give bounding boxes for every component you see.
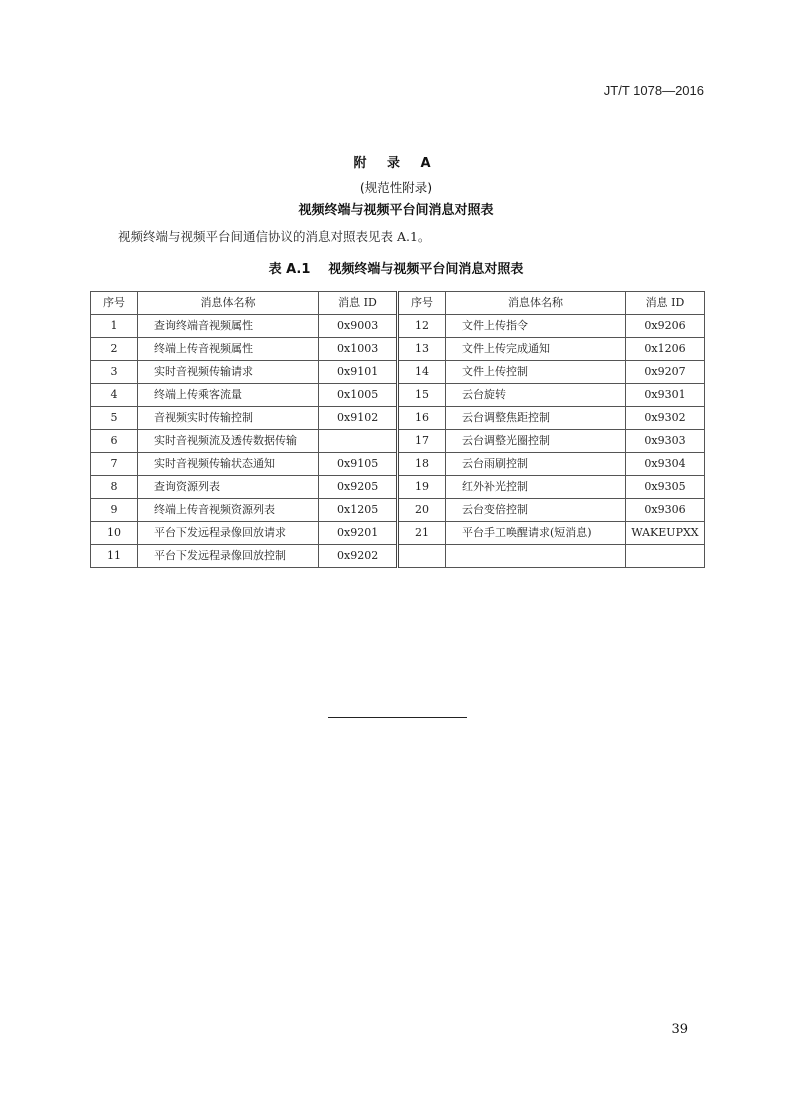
message-name: 云台旋转 <box>446 384 626 407</box>
row-number: 2 <box>91 338 138 361</box>
message-id <box>626 545 705 568</box>
message-id: 0x1205 <box>319 499 398 522</box>
header-id: 消息 ID <box>319 292 398 315</box>
table-caption-title: 视频终端与视频平台间消息对照表 <box>328 262 524 277</box>
appendix-name: 视频终端与视频平台间消息对照表 <box>298 203 494 218</box>
row-number: 21 <box>398 522 446 545</box>
header-id: 消息 ID <box>626 292 705 315</box>
message-name: 文件上传指令 <box>446 315 626 338</box>
row-number: 17 <box>398 430 446 453</box>
row-number: 12 <box>398 315 446 338</box>
row-number: 3 <box>91 361 138 384</box>
table-header-row <box>91 292 705 315</box>
message-name: 查询终端音视频属性 <box>138 315 319 338</box>
row-number <box>398 545 446 568</box>
appendix-type: (规范性附录) <box>359 180 433 195</box>
message-name: 平台下发远程录像回放请求 <box>138 522 319 545</box>
message-id: 0x9206 <box>626 315 705 338</box>
message-name: 文件上传完成通知 <box>446 338 626 361</box>
intro-paragraph: 视频终端与视频平台间通信协议的消息对照表见表 A.1。 <box>118 229 431 244</box>
message-id: 0x9102 <box>319 407 398 430</box>
message-name <box>446 545 626 568</box>
row-number: 6 <box>91 430 138 453</box>
message-name: 查询资源列表 <box>138 476 319 499</box>
message-id: 0x1003 <box>319 338 398 361</box>
message-name: 云台变倍控制 <box>446 499 626 522</box>
row-number: 9 <box>91 499 138 522</box>
end-rule <box>328 717 467 718</box>
message-name: 文件上传控制 <box>446 361 626 384</box>
row-number: 18 <box>398 453 446 476</box>
message-name: 实时音视频传输状态通知 <box>138 453 319 476</box>
page-number: 39 <box>671 1022 688 1037</box>
header-no: 序号 <box>91 292 138 315</box>
message-name: 云台雨刷控制 <box>446 453 626 476</box>
table-caption <box>0 258 792 277</box>
table-row <box>91 499 705 522</box>
message-name: 终端上传音视频属性 <box>138 338 319 361</box>
message-name: 实时音视频传输请求 <box>138 361 319 384</box>
row-number: 15 <box>398 384 446 407</box>
message-id: 0x9105 <box>319 453 398 476</box>
table-row <box>91 476 705 499</box>
row-number: 1 <box>91 315 138 338</box>
message-name: 平台下发远程录像回放控制 <box>138 545 319 568</box>
message-id: WAKEUPXX <box>626 522 705 545</box>
table-row <box>91 338 705 361</box>
row-number: 5 <box>91 407 138 430</box>
row-number: 7 <box>91 453 138 476</box>
message-name: 平台手工唤醒请求(短消息) <box>446 522 626 545</box>
message-id: 0x9207 <box>626 361 705 384</box>
row-number: 10 <box>91 522 138 545</box>
message-id: 0x9304 <box>626 453 705 476</box>
message-id: 0x9301 <box>626 384 705 407</box>
message-id: 0x9306 <box>626 499 705 522</box>
message-id: 0x1005 <box>319 384 398 407</box>
message-id: 0x9305 <box>626 476 705 499</box>
row-number: 8 <box>91 476 138 499</box>
header-name: 消息体名称 <box>138 292 319 315</box>
row-number: 16 <box>398 407 446 430</box>
message-name: 终端上传音视频资源列表 <box>138 499 319 522</box>
header-name: 消息体名称 <box>446 292 626 315</box>
table-row <box>91 545 705 568</box>
message-id: 0x9003 <box>319 315 398 338</box>
message-name: 音视频实时传输控制 <box>138 407 319 430</box>
message-id: 0x9205 <box>319 476 398 499</box>
message-table <box>90 291 705 568</box>
message-id: 0x9202 <box>319 545 398 568</box>
row-number: 14 <box>398 361 446 384</box>
table-row <box>91 361 705 384</box>
message-name: 云台调整光圈控制 <box>446 430 626 453</box>
message-name: 云台调整焦距控制 <box>446 407 626 430</box>
table-row <box>91 430 705 453</box>
appendix-title: 附 录 A <box>353 156 439 171</box>
message-id: 0x9201 <box>319 522 398 545</box>
message-name: 终端上传乘客流量 <box>138 384 319 407</box>
table-row <box>91 384 705 407</box>
message-name: 实时音视频流及透传数据传输 <box>138 430 319 453</box>
row-number: 11 <box>91 545 138 568</box>
table-caption-number: 表 A.1 <box>268 262 311 277</box>
row-number: 13 <box>398 338 446 361</box>
table-row <box>91 453 705 476</box>
row-number: 4 <box>91 384 138 407</box>
row-number: 20 <box>398 499 446 522</box>
header-no: 序号 <box>398 292 446 315</box>
message-id <box>319 430 398 453</box>
message-id: 0x9101 <box>319 361 398 384</box>
row-number: 19 <box>398 476 446 499</box>
table-row <box>91 407 705 430</box>
message-id: 0x1206 <box>626 338 705 361</box>
table-row <box>91 315 705 338</box>
table-row <box>91 522 705 545</box>
message-id: 0x9302 <box>626 407 705 430</box>
message-name: 红外补光控制 <box>446 476 626 499</box>
standard-code: JT/T 1078—2016 <box>603 83 704 98</box>
message-id: 0x9303 <box>626 430 705 453</box>
